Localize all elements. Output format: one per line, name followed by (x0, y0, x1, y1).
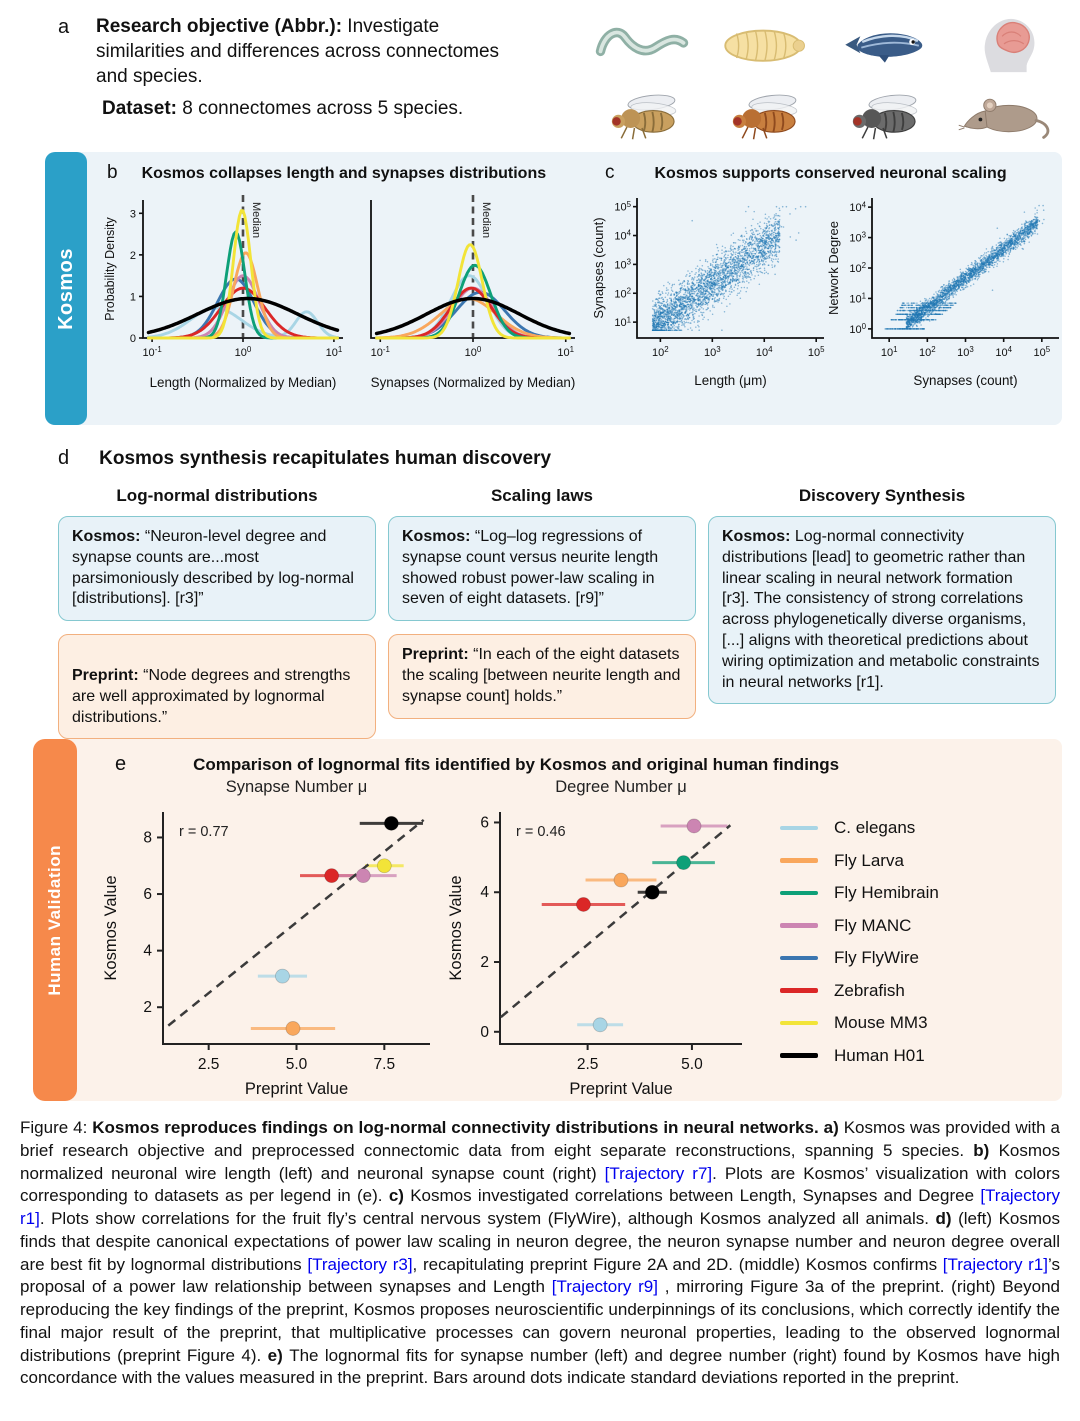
svg-text:101: $10^1$ (325, 345, 343, 359)
legend-label: Human H01 (834, 1045, 925, 1065)
synapses-degree-scatter-chart (826, 188, 1061, 395)
legend-label: Fly Hemibrain (834, 883, 939, 902)
caption-segment: (left) Kosmos finds that despite canonical expectations of power law scaling in neuron degree, the neuron synapse number and neuron degree overall are best fit by lognormal distributions (20, 1209, 1060, 1274)
svg-text:Synapses (count): Synapses (count) (591, 217, 606, 319)
panel-e-title: Comparison of lognormal fits identified by Kosmos and original human findings (193, 755, 840, 774)
caption-segment: c) (388, 1186, 411, 1206)
synapses-density-chart (353, 188, 585, 395)
research-objective-text (96, 14, 504, 121)
c-elegans-worm-icon (590, 8, 694, 74)
figure-caption (20, 1117, 1060, 1390)
objective-line (96, 14, 504, 89)
panel-c (591, 162, 1061, 395)
svg-text:0: 0 (129, 333, 136, 345)
panel-b-label: b (107, 162, 118, 183)
panel-c-title: Kosmos supports conserved neuronal scaling (654, 165, 1007, 182)
column-header: Log-normal distributions (116, 486, 318, 505)
legend-item (780, 981, 939, 1001)
legend-color-swatch (780, 923, 818, 928)
human-validation-strip (33, 739, 1062, 1101)
caption-segment: The lognormal fits for synapse number (left) and degree number (right) found by Kosmos have high concordance with the values measured in the preprint. Bars around dots indicate standard deviations reported in the preprint. (20, 1345, 1060, 1388)
svg-text:102: $10^2$ (919, 345, 936, 359)
kosmos-results-strip (45, 152, 1062, 425)
panel-c-label: c (605, 162, 615, 183)
kosmos-quote-box (58, 516, 376, 621)
preprint-quote: “Node degrees and strengths are well approximated by lognormal distributions.” (72, 666, 351, 726)
svg-text:Probability Density: Probability Density (103, 217, 117, 321)
kosmos-prefix: Kosmos: (722, 528, 791, 545)
panel-d-label: d (58, 447, 70, 469)
fly-larva-icon (711, 8, 815, 74)
kosmos-quote-box (388, 516, 696, 621)
caption-segment: Kosmos was provided with a brief research objective and preprocessed connectomic data from eight separate reconstructions, spanning 5 species. (20, 1118, 1061, 1160)
svg-text:103: $10^3$ (614, 257, 631, 272)
kosmos-strip-content (45, 152, 1062, 395)
trajectory-link[interactable]: [Trajectory r7] (604, 1163, 713, 1183)
column-discovery-synthesis (708, 486, 1056, 739)
panel-e-label: e (115, 753, 127, 775)
fruit-fly-light-icon (590, 78, 694, 144)
legend-color-swatch (780, 858, 818, 863)
dataset-body: 8 connectomes across 5 species. (176, 98, 464, 120)
panel-a-label: a (58, 16, 70, 38)
dataset-label: Dataset: (102, 98, 177, 120)
legend-color-swatch (780, 1021, 818, 1026)
panel-d-title: Kosmos synthesis recapitulates human discovery (99, 448, 552, 469)
legend-item (780, 1046, 939, 1066)
legend-color-swatch (780, 826, 818, 831)
kosmos-quote: “Log–log regressions of synapse count versus neurite length showed robust power-law scaling in seven of eight datasets. [r9]” (402, 528, 659, 608)
panel-d (0, 435, 1080, 735)
caption-segment: . Plots show correlations for the fruit fly’s central nervous system (FlyWire), although Kosmos analyzed all animals. (39, 1209, 936, 1229)
svg-text:102: $10^2$ (849, 261, 866, 275)
svg-text:103: $10^3$ (849, 230, 866, 245)
column-header: Discovery Synthesis (798, 486, 966, 505)
human-validation-sidebar-label: Human Validation (45, 844, 64, 996)
svg-text:10-1: $10^{-1}$ (370, 345, 390, 359)
caption-segment: d) (935, 1209, 959, 1229)
legend-color-swatch (780, 956, 818, 961)
legend-item (780, 948, 939, 968)
caption-segment: . Plots are Kosmos’ visualization with colors corresponding to datasets as per legend in (e). (20, 1163, 1060, 1206)
svg-text:1: 1 (129, 291, 136, 304)
synapse-mu-fit-chart (99, 776, 444, 1098)
svg-text:101: $10^1$ (849, 291, 866, 306)
dataset-line (102, 96, 504, 121)
caption-segment: b) (973, 1140, 999, 1160)
svg-text:101: $10^1$ (557, 345, 575, 359)
svg-text:10-1: $10^{-1}$ (142, 345, 162, 359)
legend-item (780, 883, 939, 903)
mouse-icon (952, 78, 1056, 144)
caption-segment: Kosmos reproduces findings on log-normal connectivity distributions in neural networks. (92, 1118, 824, 1137)
svg-text:104: $10^4$ (995, 345, 1012, 359)
svg-text:103: $10^3$ (957, 345, 974, 359)
svg-text:2: 2 (129, 249, 136, 262)
panel-e (33, 739, 1062, 1098)
svg-text:105: $10^5$ (614, 199, 631, 214)
caption-segment: e) (267, 1345, 290, 1365)
column-header: Scaling laws (490, 486, 594, 505)
kosmos-synthesis-box (708, 516, 1056, 704)
column-log-normal-distributions (58, 486, 376, 739)
panel-b-title: Kosmos collapses length and synapses distributions (141, 165, 547, 182)
kosmos-sidebar-label: Kosmos (54, 247, 77, 330)
legend-label: Fly FlyWire (834, 948, 919, 967)
preprint-prefix: Preprint: (402, 646, 469, 664)
kosmos-quote: “Neuron-level degree and synapse counts are...most parsimoniously described by log-normal [distributions]. [r3]” (72, 528, 354, 608)
legend-label: Fly Larva (834, 850, 904, 870)
svg-text:Length (μm): Length (μm) (694, 373, 767, 388)
preprint-quote: “In each of the eight datasets the scaling [between neurite length and synapse count] holds.” (402, 646, 681, 705)
svg-text:103: $10^3$ (703, 345, 721, 359)
legend-color-swatch (780, 1053, 818, 1058)
svg-text:100: $10^0$ (234, 345, 252, 359)
legend-item (780, 916, 939, 936)
legend-color-swatch (780, 988, 818, 993)
trajectory-link[interactable]: [Trajectory r1] (20, 1186, 1060, 1229)
kosmos-prefix: Kosmos: (72, 528, 141, 545)
legend-label: Zebrafish (834, 980, 905, 1000)
svg-text:104: $10^4$ (614, 228, 631, 243)
objective-body: Investigate similarities and differences across connectomes and species. (96, 16, 500, 88)
caption-segment: ’s proposal of a power law relationship between synapses and Length (20, 1254, 1060, 1297)
length-density-chart (103, 188, 353, 395)
svg-text:105: $10^5$ (807, 345, 825, 359)
svg-text:Synapses (Normalized by Median: Synapses (Normalized by Median) (370, 375, 576, 390)
objective-label: Research objective (Abbr.): (96, 16, 343, 37)
svg-text:105: $10^5$ (1033, 345, 1051, 359)
legend-item (780, 818, 939, 838)
legend-color-swatch (780, 891, 818, 896)
panel-b (103, 162, 591, 395)
human-validation-sidebar (33, 739, 77, 1101)
preprint-prefix: Preprint: (72, 666, 139, 684)
svg-text:100: $10^0$ (464, 345, 482, 359)
preprint-quote-box (388, 634, 696, 718)
legend-label: Fly MANC (834, 915, 912, 935)
fruit-fly-orange-icon (711, 78, 815, 144)
zebrafish-icon (831, 8, 935, 74)
caption-segment: Kosmos investigated correlations between Length, Synapses and Degree (410, 1186, 981, 1206)
caption-segment: a) (823, 1118, 844, 1137)
panel-a (0, 0, 1080, 152)
svg-text:102: $10^2$ (614, 286, 631, 301)
preprint-quote-box (58, 634, 376, 739)
legend-label: Mouse MM3 (834, 1013, 928, 1032)
legend-item (780, 851, 939, 871)
caption-segment: Figure 4: (20, 1118, 93, 1137)
human-brain-icon (952, 8, 1056, 74)
svg-text:3: 3 (129, 208, 136, 221)
legend-item (780, 1013, 939, 1033)
svg-text:Median: Median (250, 202, 262, 239)
svg-text:104: $10^4$ (849, 200, 866, 215)
svg-text:100: $10^0$ (849, 322, 866, 336)
legend-label: C. elegans (834, 818, 916, 837)
kosmos-prefix: Kosmos: (402, 528, 471, 545)
trajectory-link[interactable]: [Trajectory r1] (942, 1254, 1048, 1274)
svg-text:104: $10^4$ (755, 345, 773, 359)
column-scaling-laws (388, 486, 696, 739)
trajectory-link[interactable]: [Trajectory r3] (307, 1254, 413, 1274)
svg-text:101: $10^1$ (880, 345, 898, 359)
degree-mu-fit-chart (444, 776, 756, 1098)
svg-text:Median: Median (480, 202, 492, 239)
caption-segment: Kosmos normalized neuronal wire length (left) and neuronal synapse count (right) (20, 1140, 1060, 1183)
species-icons (590, 8, 1060, 144)
trajectory-link[interactable]: [Trajectory r9] (551, 1277, 658, 1297)
fruit-fly-dark-icon (831, 78, 935, 144)
species-legend (780, 818, 939, 1078)
svg-text:101: $10^1$ (614, 315, 631, 330)
kosmos-synthesis-text: Log-normal connectivity distributions [lead] to geometric rather than linear scaling in neural network formation [r3]. The consistency of strong correlations across phylogenetically diverse organisms, [...] aligns with theoretical predictions about wiring optimization and metabolic constraints in neural networks [r1]. (722, 528, 1040, 691)
svg-text:102: $10^2$ (652, 345, 669, 359)
length-synapses-scatter-chart (591, 188, 826, 395)
kosmos-sidebar (45, 152, 87, 425)
svg-text:Length (Normalized by Median): Length (Normalized by Median) (149, 375, 337, 390)
caption-segment: , recapitulating preprint Figure 2A and 2D. (middle) Kosmos confirms (412, 1254, 943, 1274)
caption-segment: , mirroring Figure 3a of the preprint. (right) Beyond reproducing the key findings of the preprint, Kosmos proposes neuroscientific underpinnings of its conclusions, which correctly identify the final major result of the preprint, that multiplicative processes can govern neuronal properties, leading to the observed lognormal distributions (preprint Figure 4). (20, 1277, 1060, 1365)
